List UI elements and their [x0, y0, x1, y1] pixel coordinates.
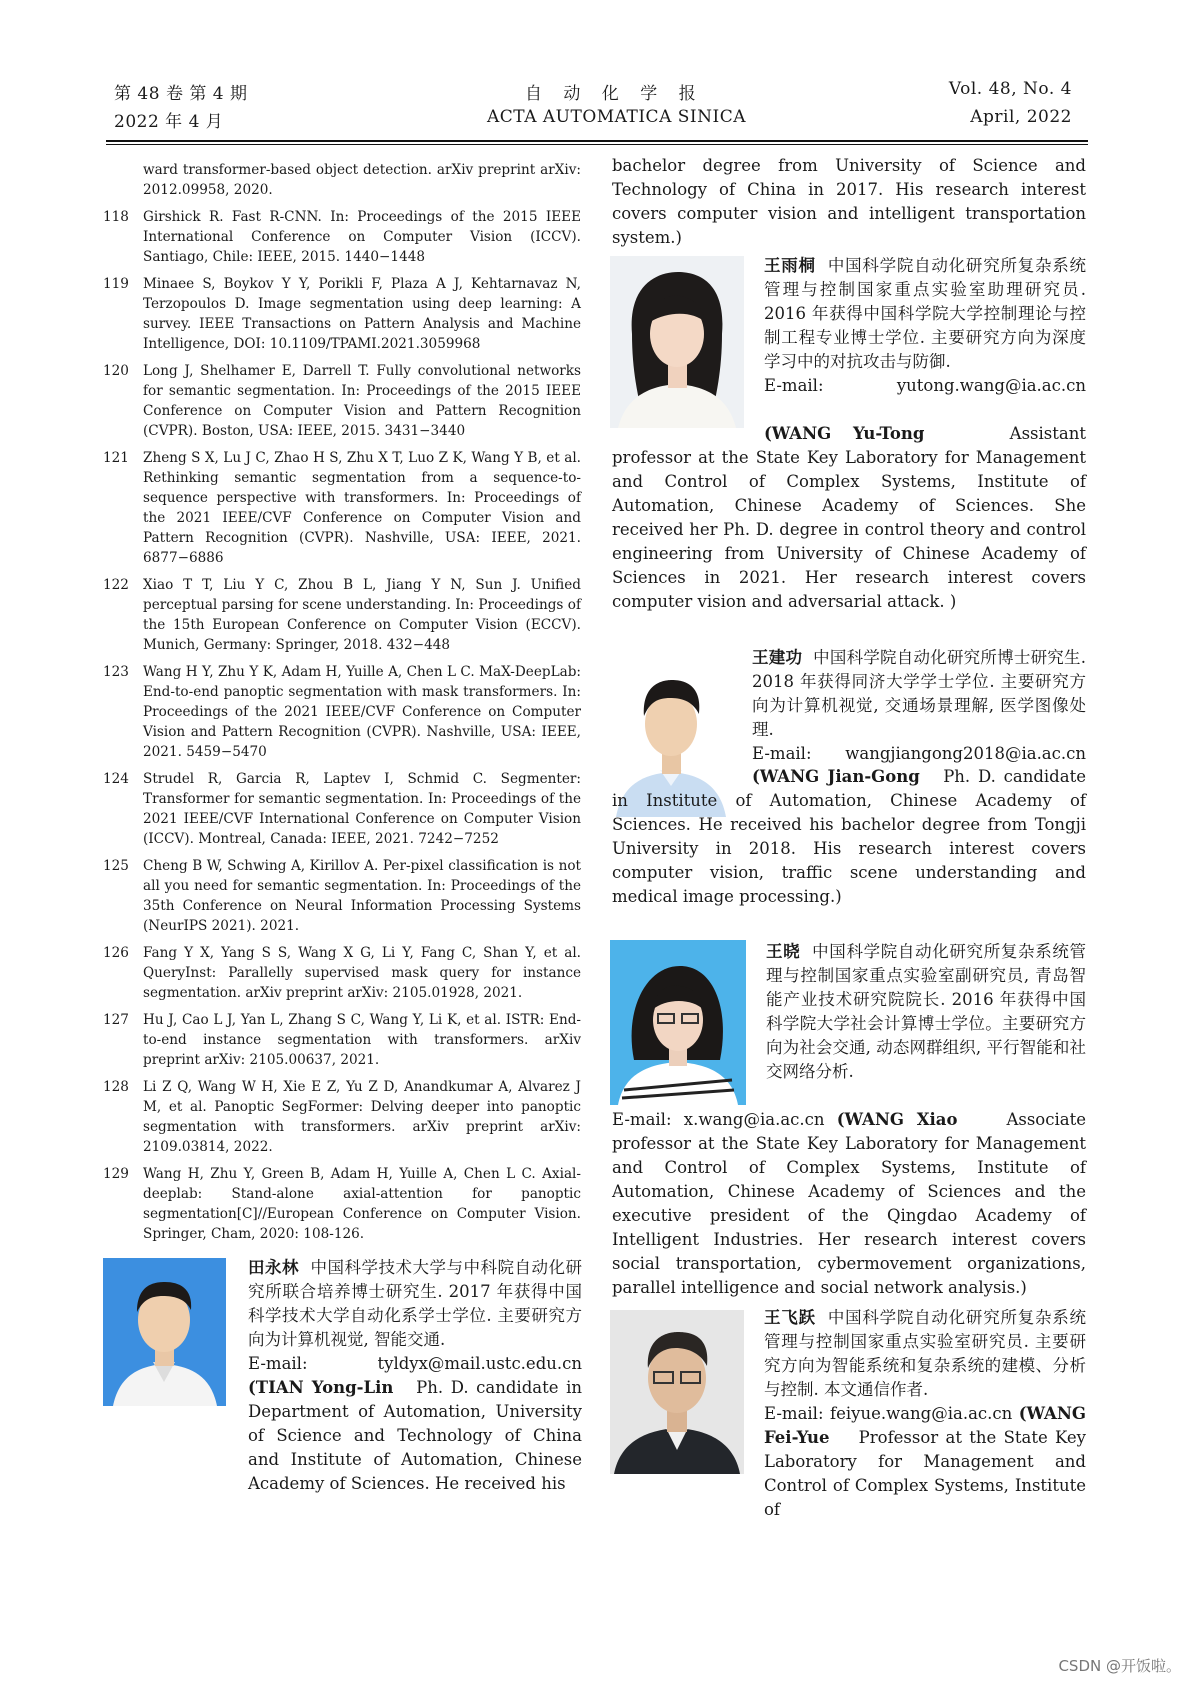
reference-number: 128 [103, 1079, 129, 1095]
email-label: E-mail: [612, 1110, 672, 1129]
reference-number: 118 [103, 209, 129, 225]
bio-name-en: (WANG Fei-Yue [764, 1404, 1087, 1447]
photo-tian-yonglin [103, 1258, 226, 1406]
header-rule-bottom [106, 144, 1088, 145]
reference-number: 124 [103, 771, 129, 787]
bio-text-cn: 中国科学院自动化研究所复杂系统管理与控制国家重点实验室研究员. 主要研究方向为智能系统和复杂系统的建模、分析与控制. 本文通信作者. [764, 1308, 1087, 1399]
bio-text-cn: 中国科学技术大学与中科院自动化研究所联合培养博士研究生. 2017 年获得中国科学技术大学自动化系学士学位. 主要研究方向为计算机视觉, 智能交通. [248, 1258, 582, 1349]
reference-text: Strudel R, Garcia R, Laptev I, Schmid C. Segmenter: Transformer for semantic segmentation. In: Proceedings of the 2021 IEEE/CVF International Conference on Computer Vision (ICCV). Montreal, Canada: IEEE, 2021. 7242−7252 [143, 771, 581, 847]
email-label: E-mail: [248, 1354, 308, 1373]
bio-name-cn: 王晓 [766, 942, 801, 961]
email-label: E-mail: [764, 376, 824, 395]
reference-list [103, 160, 581, 1251]
bio-wang-jiangong [752, 646, 1086, 766]
reference-item [103, 361, 581, 441]
reference-item [103, 769, 581, 849]
email-address[interactable]: x.wang@ia.ac.cn [683, 1110, 825, 1129]
photo-wang-yutong [610, 256, 744, 428]
email-address[interactable]: tyldyx@mail.ustc.edu.cn [377, 1354, 582, 1373]
bio-wang-jiangong-en [612, 765, 1086, 909]
reference-item [103, 856, 581, 936]
bio-tian-continuation [612, 154, 1086, 250]
date-en: April, 2022 [970, 107, 1072, 127]
bio-name-en: (WANG Jian-Gong [752, 767, 920, 786]
bio-name-cn: 田永林 [248, 1258, 299, 1277]
bio-text-en: Professor at the State Key Laboratory for Management and Control of Complex Systems, Institute of [764, 1428, 1086, 1519]
reference-number: 127 [103, 1012, 129, 1028]
reference-item [103, 1010, 581, 1070]
bio-text-en: Associate professor at the State Key Laboratory for Management and Control of Complex Systems, Institute of Automation, Chinese Academy of Sciences and the executive president of the Qingdao Academy of Intelligent Industries. Her research interest covers social transportation, cybermovement organizations, parallel intelligence and social network analysis.) [612, 1110, 1086, 1297]
photo-wang-xiao [610, 940, 746, 1105]
bio-name-cn: 王雨桐 [764, 256, 816, 275]
volume-issue-cn: 第 48 卷 第 4 期 [114, 84, 248, 104]
email-address[interactable]: yutong.wang@ia.ac.cn [896, 376, 1086, 395]
bio-wang-yutong [764, 254, 1086, 398]
volume-issue-en: Vol. 48, No. 4 [948, 79, 1072, 99]
reference-text: Long J, Shelhamer E, Darrell T. Fully convolutional networks for semantic segmentation. In: Proceedings of the 2015 IEEE Conference on Computer Vision and Pattern Recognition (CVPR). Boston, USA: IEEE, 2015. 3431−3440 [143, 363, 581, 439]
bio-name-en: (TIAN Yong-Lin [248, 1378, 394, 1397]
date-cn: 2022 年 4 月 [114, 112, 224, 132]
email-label: E-mail: [752, 744, 812, 763]
email-address[interactable]: feiyue.wang@ia.ac.cn [829, 1404, 1013, 1423]
reference-item [103, 943, 581, 1003]
reference-text: Wang H Y, Zhu Y K, Adam H, Yuille A, Chen L C. MaX-DeepLab: End-to-end panoptic segmentation with mask transformers. In: Proceedings of the 2021 IEEE/CVF Conference on Computer Vision and Pattern Recognition (CVPR). Nashville, USA: IEEE, 2021. 5459−5470 [143, 664, 581, 760]
reference-number: 119 [103, 276, 129, 292]
bio-name-cn: 王建功 [752, 648, 803, 667]
bio-text-en: Ph. D. candidate in Department of Automation, University of Science and Technology of China and Institute of Automation, Chinese Academy of Sciences. He received his [248, 1378, 582, 1493]
reference-continuation: ward transformer-based object detection. arXiv preprint arXiv: 2012.09958, 2020. [143, 162, 581, 198]
reference-number: 129 [103, 1166, 129, 1182]
photo-wang-feiyue [610, 1310, 744, 1474]
bio-text-cn: 中国科学院自动化研究所复杂系统管理与控制国家重点实验室副研究员, 青岛智能产业技术研究院院长. 2016 年获得中国科学院大学社会计算博士学位。主要研究方向为社会交通, 动态网群组织, 平行智能和社交网络分析. [766, 942, 1087, 1081]
bio-name-cn: 王飞跃 [764, 1308, 816, 1327]
bio-text-cn: 中国科学院自动化研究所博士研究生. 2018 年获得同济大学学士学位. 主要研究方向为计算机视觉, 交通场景理解, 医学图像处理. [752, 648, 1087, 739]
reference-number: 126 [103, 945, 129, 961]
bio-name-en: (WANG Yu-Tong [764, 424, 925, 443]
reference-text: Cheng B W, Schwing A, Kirillov A. Per-pixel classification is not all you need for semantic segmentation. In: Proceedings of the 35th Conference on Neural Information Processing Systems (NeurIPS 2021). 2021. [143, 858, 581, 934]
journal-title-cn: 自 动 化 学 报 [525, 84, 704, 104]
reference-text: Fang Y X, Yang S S, Wang X G, Li Y, Fang C, Shan Y, et al. QueryInst: Parallelly supervised mask query for instance segmentation. arXiv preprint arXiv: 2105.01928, 2021. [143, 945, 581, 1001]
journal-title-en: ACTA AUTOMATICA SINICA [487, 107, 746, 127]
bio-name-en: (WANG Xiao [836, 1110, 958, 1129]
header-rule-top [106, 140, 1088, 142]
reference-number: 123 [103, 664, 129, 680]
email-address[interactable]: wangjiangong2018@ia.ac.cn [845, 744, 1086, 763]
reference-number: 120 [103, 363, 129, 379]
reference-number: 121 [103, 450, 129, 466]
bio-wang-yutong-en [612, 422, 1086, 614]
reference-item [103, 1077, 581, 1157]
bio-tian-yonglin [248, 1256, 582, 1496]
reference-text: Girshick R. Fast R-CNN. In: Proceedings of the 2015 IEEE International Conference on Computer Vision (ICCV). Santiago, Chile: IEEE, 2015. 1440−1448 [143, 209, 581, 265]
reference-number: 122 [103, 577, 129, 593]
bio-text-cn: 中国科学院自动化研究所复杂系统管理与控制国家重点实验室助理研究员. 2016 年获得中国科学院大学控制理论与控制工程专业博士学位. 主要研究方向为深度学习中的对抗攻击与防御. [764, 256, 1087, 371]
bio-text-en: Assistant professor at the State Key Laboratory for Management and Control of Complex Systems, Institute of Automation, Chinese Academy of Sciences. She received her Ph. D. degree in control theory and control engineering from University of Chinese Academy of Sciences in 2021. Her research interest covers computer vision and adversarial attack. ) [612, 424, 1086, 611]
csdn-watermark: CSDN @开饭啦。 [1058, 1657, 1181, 1675]
reference-text: Wang H, Zhu Y, Green B, Adam H, Yuille A, Chen L C. Axial-deeplab: Stand-alone axial-attention for panoptic segmentation[C]//European Conference on Computer Vision. Springer, Cham, 2020: 108-126. [143, 1166, 581, 1242]
reference-item [103, 274, 581, 354]
email-label: E-mail: [764, 1404, 824, 1423]
reference-item [103, 207, 581, 267]
bio-wang-xiao [766, 940, 1086, 1084]
reference-item [103, 1164, 581, 1244]
bio-text-en: Ph. D. candidate in Institute of Automation, Chinese Academy of Sciences. He received his bachelor degree from Tongji University in 2018. His research interest covers computer vision, traffic scene understanding and medical image processing.) [612, 767, 1086, 906]
reference-text: Zheng S X, Lu J C, Zhao H S, Zhu X T, Luo Z K, Wang Y B, et al. Rethinking semantic segmentation from a sequence-to-sequence perspective with transformers. In: Proceedings of the 2021 IEEE/CVF Conference on Computer Vision and Pattern Recognition (CVPR). Nashville, USA: IEEE, 2021. 6877−6886 [143, 450, 581, 566]
bio-text-en-cont: bachelor degree from University of Science and Technology of China in 2017. His research interest covers computer vision and intelligent transportation system.) [612, 156, 1086, 247]
reference-text: Li Z Q, Wang W H, Xie E Z, Yu Z D, Anandkumar A, Alvarez J M, et al. Panoptic SegFormer: Delving deeper into panoptic segmentation with transformers. arXiv preprint arXiv: 2109.03814, 2022. [143, 1079, 581, 1155]
reference-item [103, 575, 581, 655]
bio-wang-xiao-en [612, 1108, 1086, 1300]
reference-number: 125 [103, 858, 129, 874]
reference-text: Hu J, Cao L J, Yan L, Zhang S C, Wang Y, Li K, et al. ISTR: End-to-end instance segmentation with transformers. arXiv preprint arXiv: 2105.00637, 2021. [143, 1012, 581, 1068]
reference-item [103, 662, 581, 762]
reference-text: Minaee S, Boykov Y Y, Porikli F, Plaza A J, Kehtarnavaz N, Terzopoulos D. Image segmentation using deep learning: A survey. IEEE Transactions on Pattern Analysis and Machine Intelligence, DOI: 10.1109/TPAMI.2021.3059968 [143, 276, 581, 352]
reference-text: Xiao T T, Liu Y C, Zhou B L, Jiang Y N, Sun J. Unified perceptual parsing for scene understanding. In: Proceedings of the 15th European Conference on Computer Vision (ECCV). Munich, Germany: Springer, 2018. 432−448 [143, 577, 581, 653]
reference-item [103, 448, 581, 568]
bio-wang-feiyue [764, 1306, 1086, 1522]
